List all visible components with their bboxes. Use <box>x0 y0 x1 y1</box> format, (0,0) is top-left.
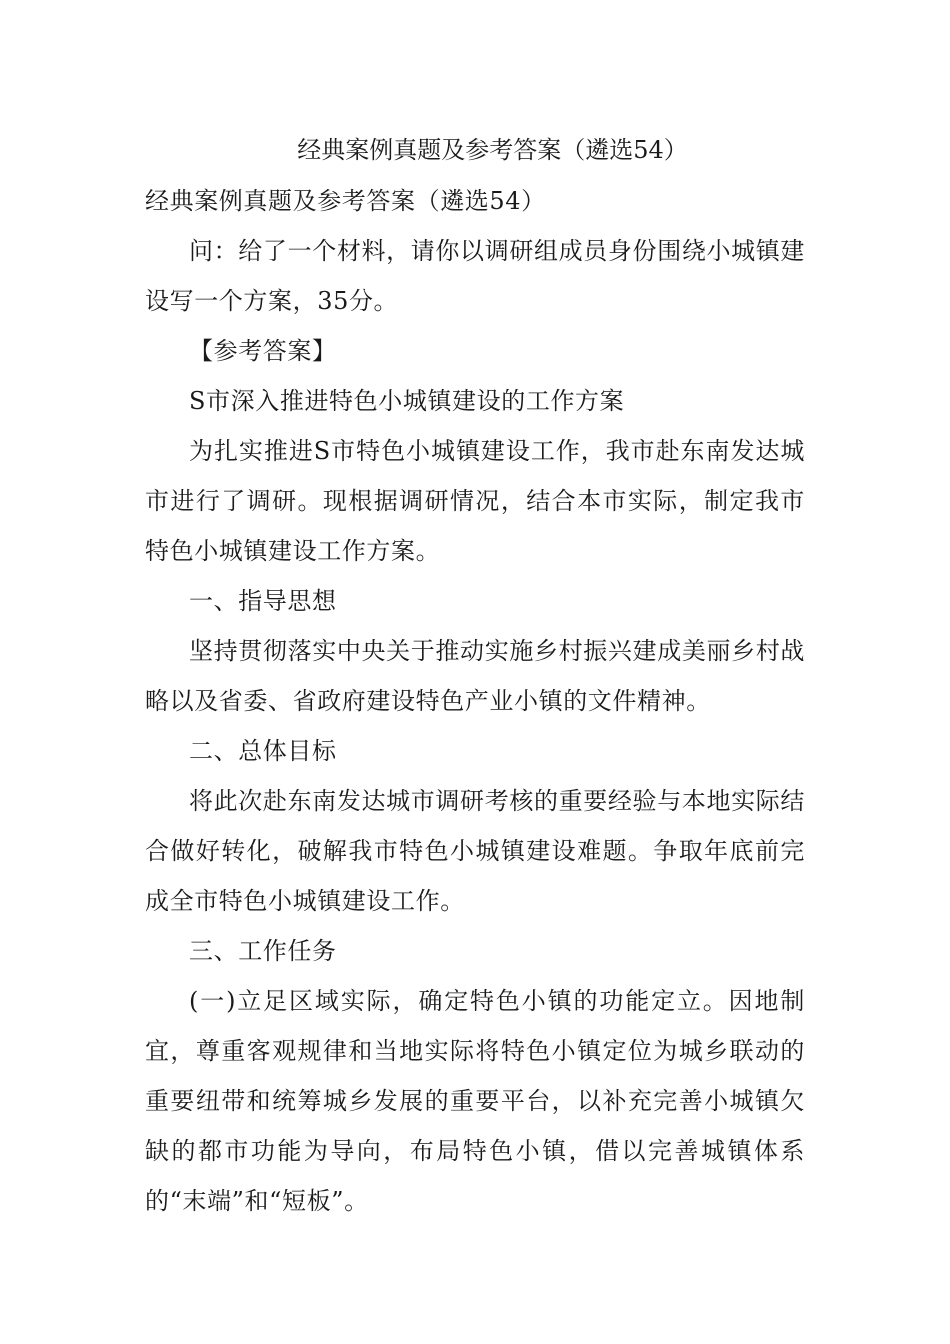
section3-item1: (一)立足区域实际，确定特色小镇的功能定立。因地制宜，尊重客观规律和当地实际将特色小镇定位为城乡联动的重要纽带和统筹城乡发展的重要平台，以补充完善小城镇欠缺的都市功能为导向，布局特色小镇，借以完善城镇体系的“末端”和“短板”。 <box>145 987 805 1215</box>
document-subtitle: 经典案例真题及参考答案（遴选54） <box>145 187 546 215</box>
question-paragraph: 问：给了一个材料，请你以调研组成员身份围绕小城镇建设写一个方案，35分。 <box>145 237 805 315</box>
section2-body: 将此次赴东南发达城市调研考核的重要经验与本地实际结合做好转化，破解我市特色小城镇建设难题。争取年底前完成全市特色小城镇建设工作。 <box>145 787 805 915</box>
document-page <box>145 128 805 1226</box>
section2-heading: 二、总体目标 <box>189 737 337 765</box>
answer-heading: 【参考答案】 <box>189 337 337 365</box>
section1-body: 坚持贯彻落实中央关于推动实施乡村振兴建成美丽乡村战略以及省委、省政府建设特色产业小镇的文件精神。 <box>145 637 805 715</box>
intro-paragraph: 为扎实推进S市特色小城镇建设工作，我市赴东南发达城市进行了调研。现根据调研情况，结合本市实际，制定我市特色小城镇建设工作方案。 <box>145 437 805 565</box>
document-title: 经典案例真题及参考答案（遴选54） <box>297 136 688 164</box>
plan-title: S市深入推进特色小城镇建设的工作方案 <box>189 387 625 415</box>
section3-heading: 三、工作任务 <box>189 937 337 965</box>
section1-heading: 一、指导思想 <box>189 587 337 615</box>
